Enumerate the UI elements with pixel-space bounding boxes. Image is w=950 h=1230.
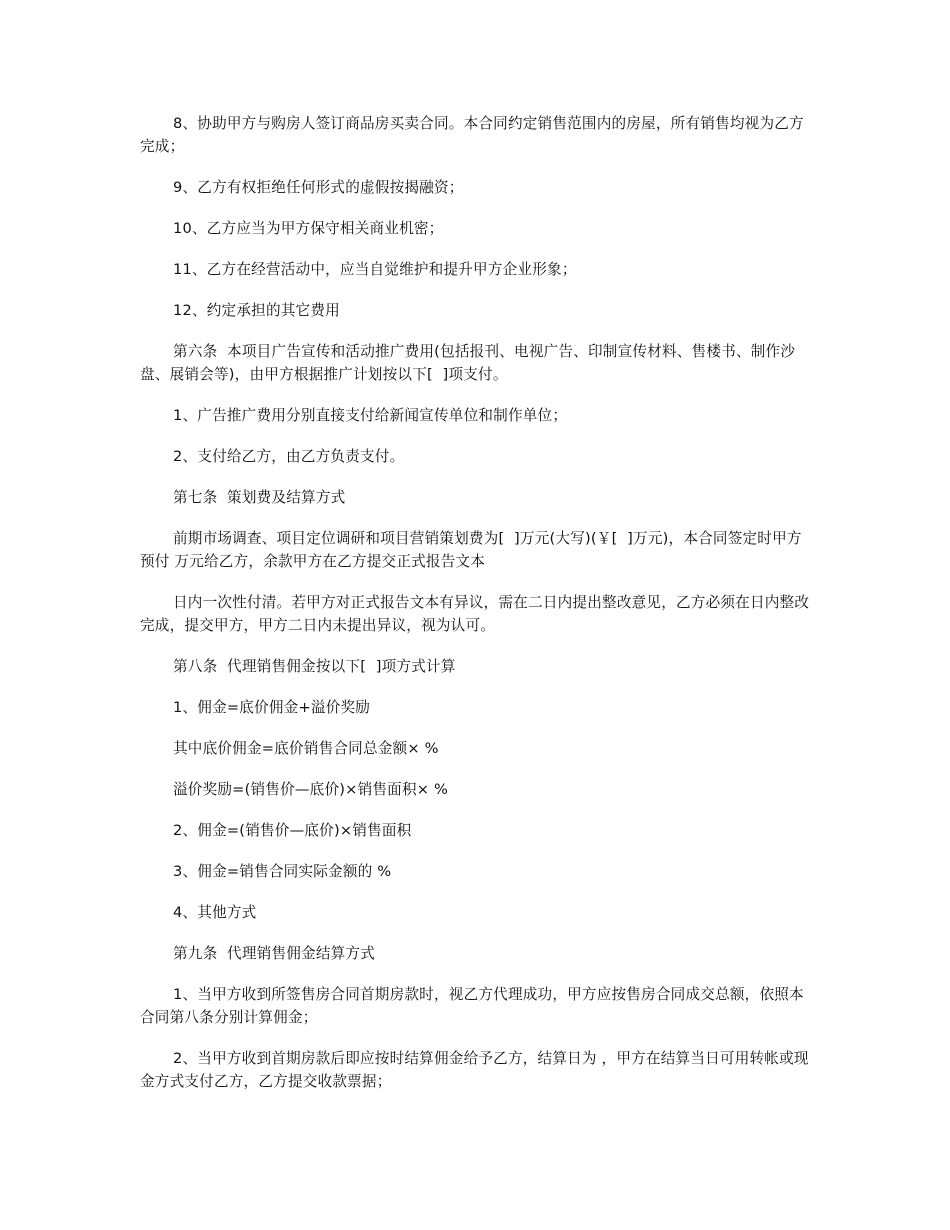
- article-8-option-2: 2、佣金=(销售价—底价)×销售面积: [173, 822, 412, 839]
- clause-item-8: 8、协助甲方与购房人签订商品房买卖合同。本合同约定销售范围内的房屋，所有销售均视为乙方完成；: [140, 115, 804, 155]
- article-9-item-2: 2、当甲方收到首期房款后即应按时结算佣金给予乙方，结算日为 ，甲方在结算当日可用转帐或现金方式支付乙方，乙方提交收款票据；: [140, 1050, 809, 1090]
- article-8-premium-bonus: 溢价奖励=(销售价—底价)×销售面积× %: [173, 781, 449, 798]
- article-8-base-commission: 其中底价佣金=底价销售合同总金额× %: [173, 740, 439, 757]
- clause-item-9: 9、乙方有权拒绝任何形式的虚假按揭融资；: [173, 179, 464, 196]
- article-8-option-1: 1、佣金=底价佣金+溢价奖励: [173, 699, 371, 716]
- article-8-heading: 第八条 代理销售佣金按以下[ ]项方式计算: [173, 658, 456, 675]
- article-6-option-2: 2、支付给乙方，由乙方负责支付。: [173, 448, 405, 465]
- clause-item-12: 12、约定承担的其它费用: [173, 302, 340, 319]
- article-6: 第六条 本项目广告宣传和活动推广费用(包括报刊、电视广告、印制宣传材料、售楼书、制作沙盘、展销会等)，由甲方根据推广计划按以下[ ]项支付。: [140, 343, 796, 383]
- article-6-option-1: 1、广告推广费用分别直接支付给新闻宣传单位和制作单位；: [173, 407, 568, 424]
- article-9-heading: 第九条 代理销售佣金结算方式: [173, 945, 375, 962]
- article-7-fee-text: 前期市场调查、项目定位调研和项目营销策划费为[ ]万元(大写)(￥[ ]万元)，本合同签定时甲方预付 万元给乙方，余款甲方在乙方提交正式报告文本: [140, 530, 802, 570]
- article-7-heading: 第七条 策划费及结算方式: [173, 489, 346, 506]
- article-7-payment-text: 日内一次性付清。若甲方对正式报告文本有异议，需在二日内提出整改意见，乙方必须在日内整改完成，提交甲方，甲方二日内未提出异议，视为认可。: [140, 594, 810, 634]
- clause-item-10: 10、乙方应当为甲方保守相关商业机密；: [173, 220, 444, 237]
- document-body: [140, 112, 812, 1111]
- article-8-option-3: 3、佣金=销售合同实际金额的 %: [173, 863, 392, 880]
- article-9-item-1: 1、当甲方收到所签售房合同首期房款时，视乙方代理成功，甲方应按售房合同成交总额，依照本合同第八条分别计算佣金；: [140, 986, 804, 1026]
- clause-item-11: 11、乙方在经营活动中，应当自觉维护和提升甲方企业形象；: [173, 261, 577, 278]
- article-8-option-4: 4、其他方式: [173, 904, 257, 921]
